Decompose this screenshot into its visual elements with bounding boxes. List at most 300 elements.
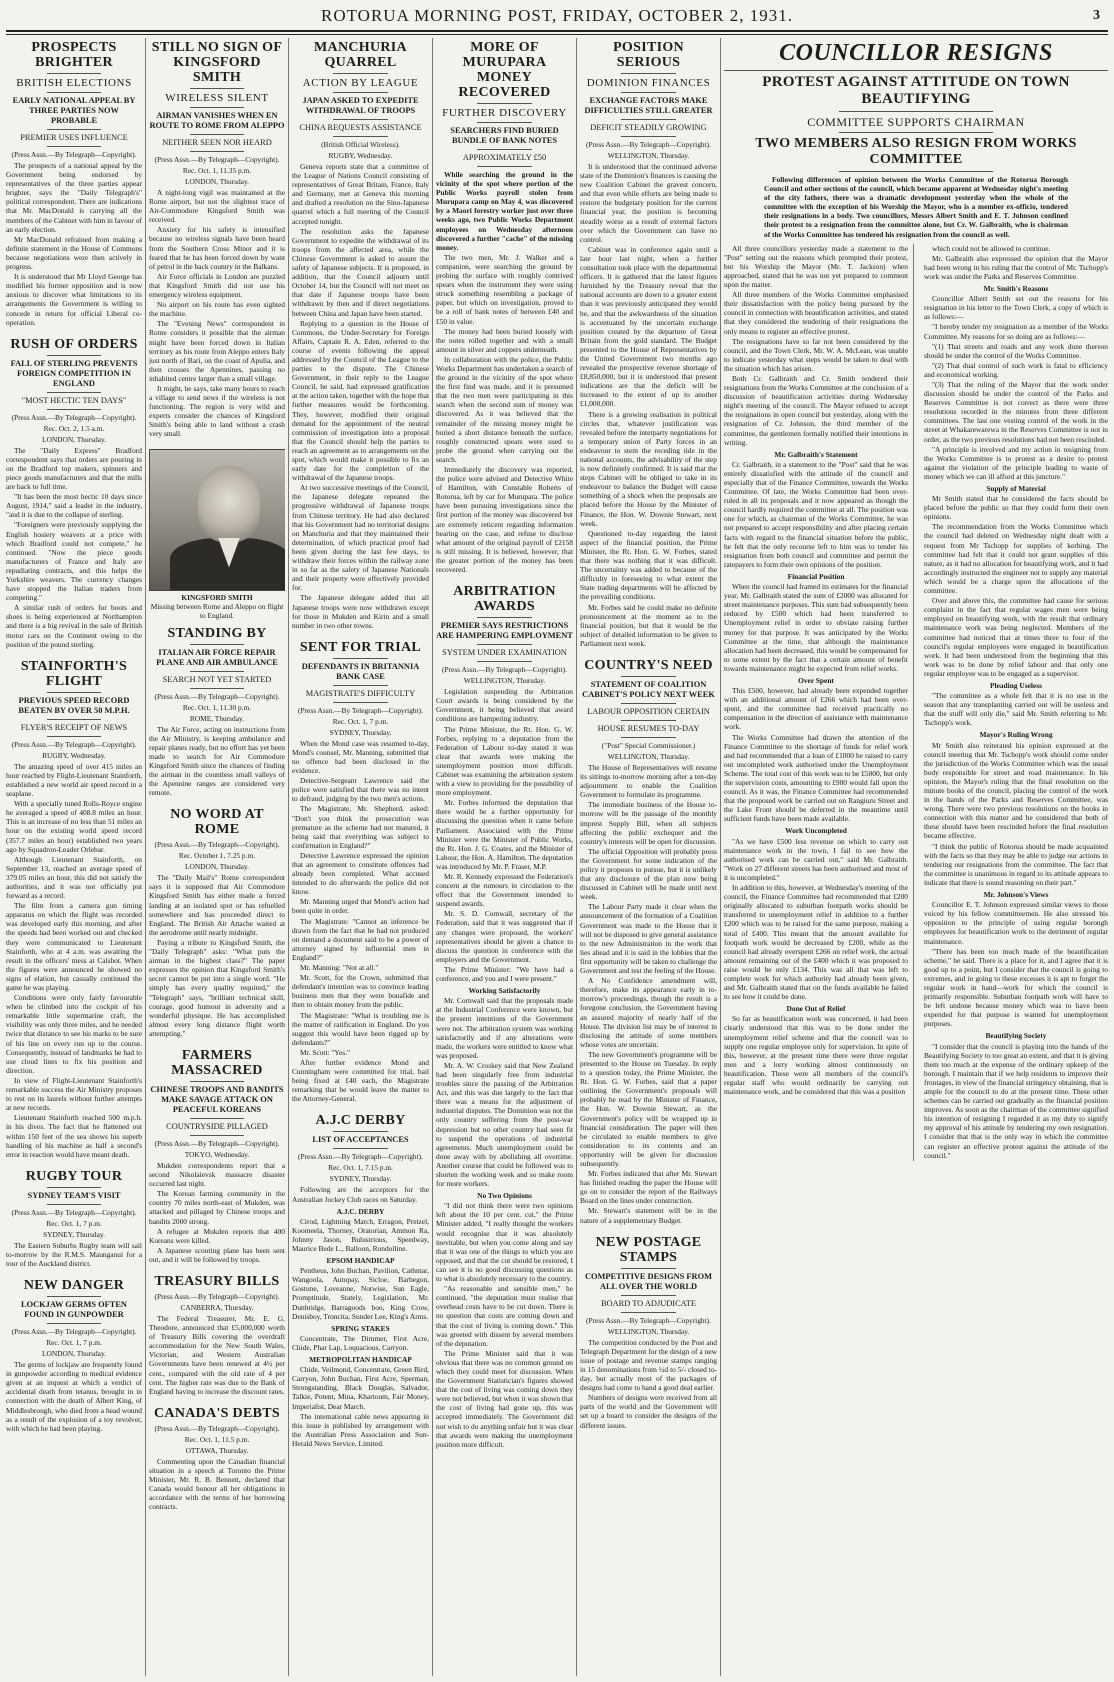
story-dateline: CANBERRA, Thursday.: [180, 1303, 254, 1312]
story-headline: CANADA'S DEBTS: [154, 1405, 280, 1421]
column-divider: [145, 38, 146, 1676]
paragraph: There is a growing realisation in political circles that, whatever justification was revealed before the interparty negotiations for a temporary union of Party forces in an endeavour to stem the receding tide in the national accounts, the advisability of the step is now definitely confirmed. It is said that the steps Cabinet will be obliged to take in its endeavour to balance the Budget will cause something of a shock when the proposals are placed before the House by the Minister of Finance, the Hon. W. Downie Stewart, next week.: [580, 409, 717, 528]
section-subhead: Done Out of Relief: [786, 1004, 846, 1014]
headline-rule: [724, 70, 1108, 71]
story-deck: CHINESE TROOPS AND BANDITS MAKE SAVAGE ATTACK ON PEACEFUL KOREANS: [150, 1084, 284, 1114]
story-dateline: SYDNEY, Thursday.: [329, 1174, 392, 1184]
column-3: [292, 38, 429, 1676]
paragraph: After further evidence Mond and Cunningham were committed for trial, bail being fixed at £40 each, the Magistrate remarking that he would leave the matter to the Attorney-General.: [292, 1057, 429, 1104]
deck-rule: [47, 736, 101, 737]
column-4: [436, 38, 573, 1676]
story-body: [149, 1314, 285, 1396]
paragraph: "It has been the most hectic 10 days since August, 1914," said a leader in the industry, "and it is due to the collapse of sterling.: [6, 492, 142, 520]
paragraph: "There has been too much made of the beautification scheme," he said. There is a place for it, and I agree that it is good up to a point, but I consider that the council is going to extremes, and in going to these excesses it is apt to forget the regular work in hand—work for which the council is primarily responsible. Suburban footpath work will have to be left undone because money which was to have been expended for that purpose is wanted for unemployment purposes.: [924, 946, 1108, 1029]
story: [292, 40, 429, 630]
story-subhead: WIRELESS SILENT: [165, 92, 269, 104]
deck-rule: [47, 1296, 101, 1297]
paragraph: The Prime Minister: "We have had a conference, and you and I were present.": [436, 964, 573, 984]
story-deck: FLYER'S RECEIPT OF NEWS: [20, 722, 128, 732]
paragraph: A No Confidence amendment will, therefore, make its appearance early in to-morrow's proceedings, though the result is a foregone conclusion, the Government having an assured majority of nearly half of the House. The division list may be of interest in disclosing the attitude of some members whose votes are uncertain.: [580, 976, 717, 1049]
story-dateline: RUGBY, Wednesday.: [328, 151, 393, 160]
masthead-title: ROTORUA MORNING POST, FRIDAY, OCTOBER 2, 1931.: [320, 6, 794, 25]
paragraph: Air Force officials in London are puzzled that Kingsford Smith did not use his emergency wireless equipment.: [149, 271, 285, 300]
story-body: [149, 873, 285, 1038]
deck-rule: [190, 134, 244, 135]
story-body: [149, 188, 285, 439]
story-body: [6, 1241, 142, 1268]
story-subhead: ACTION BY LEAGUE: [302, 77, 419, 89]
story-dateline: (Press Assn.—By Telegraph—Copyright).: [11, 1207, 137, 1217]
column-divider: [576, 38, 577, 1676]
story-headline: FARMERS MASSACRED: [171, 1047, 263, 1078]
story-dateline: WELLINGTON, Thursday.: [463, 676, 546, 686]
story-deck: LOCKJAW GERMS OFTEN FOUND IN GUNPOWDER: [21, 1300, 127, 1320]
deck-rule: [621, 1312, 676, 1313]
masthead-rule: [6, 30, 1108, 32]
story-dateline: (Press Assn.—By Telegraph—Copyright).: [154, 691, 280, 701]
story-dateline: (Press Assn.—By Telegraph—Copyright).: [154, 840, 280, 850]
paragraph: Mr. Forbes said he could make no definite pronouncement at the moment as to the financial position, but that it would be the subject of detailed information to be given to Parliament next week.: [580, 602, 717, 648]
deck-rule: [333, 92, 388, 93]
deck-rule: [621, 720, 676, 721]
paragraph: The House of Representatives will resume its sittings to-morrow morning after a ten-day adjournment to enable the Coalition Government to formulate its programme.: [580, 762, 717, 800]
paragraph: "Foreigners were previously supplying the English hosiery weavers at a price with which Bradford could not compete," he continued. "Now the piece goods manufacturers of France and Italy are repudiating contracts, and this helps the Yorkshire weavers. The currency changes have stopped the Italian traders from competing.": [6, 520, 142, 603]
story-headline: TREASURY BILLS: [154, 1274, 280, 1289]
story-dateline: WELLINGTON, Thursday.: [607, 151, 690, 160]
story: [580, 40, 717, 648]
story: [6, 1278, 142, 1433]
story-deck: NEITHER SEEN NOR HEARD: [162, 138, 272, 147]
paragraph: Lieutenant Stainforth reached 500 m.p.h. in his dives. The fact that he flattened out within 150 feet of the sea shows his superb handling of his machine as half a second's error in reaction would have meant death.: [6, 1113, 142, 1159]
deck-rule: [47, 92, 101, 93]
story-dateline: Rec. Oct. 1, 11.5 p.m.: [184, 1434, 250, 1444]
story-dateline: TOKYO, Wednesday.: [184, 1149, 250, 1159]
paragraph: Mukden correspondents report that a second Nikolaievsk massacre disaster occurred last night.: [149, 1160, 285, 1189]
paragraph: The resolution asks the Japanese Government to expedite the withdrawal of its troops from the affected area, while the Chinese Government is asked to assure the safety of Japanese subjects. It is proposed, in addition, that the Council adjourn until October 14, but the Council will not meet on that date if Japanese troops have been withdrawn by then and if direct negotiations between China and Japan have been started.: [292, 226, 429, 318]
paragraph: This £500, however, had already been expended together with an additional amount of £266 which had been over-spent, and the committee had received practically no compensation in the direction of assistance with maintenance work.: [724, 686, 908, 732]
story-headline: POSITION SERIOUS: [613, 40, 684, 70]
story-body: [580, 162, 717, 648]
column-divider: [288, 38, 289, 1676]
story-body: [580, 763, 717, 1225]
paragraph: The Magistrate: "What is troubling me is the matter of ratification in England. Do you suggest this would have been rigged up by defendants?": [292, 1010, 429, 1047]
story-dateline: (Press Assn.—By Telegraph—Copyright).: [586, 140, 711, 149]
deck-rule: [621, 119, 676, 120]
story-deck: PREMIER USES INFLUENCE: [20, 133, 128, 142]
paragraph: With a specially tuned Rolls-Royce engine he averaged a speed of 408.8 miles an hour. This is an increase of no less than 51 miles an hour on the existing world speed record (357.7 miles an hour) established two years ago by Squadron-Leader Orlebar.: [6, 799, 142, 854]
paragraph: Mr. R. Kennedy expressed the Federation's concern at the rumours in circulation to the effect that the Government intended to suspend awards.: [436, 872, 573, 909]
paragraph: "(1) That streets and roads and any work done thereon should be under the control of the Works Committee.: [924, 341, 1108, 360]
paragraph: Mr. Manning: "Not at all.": [300, 963, 379, 973]
paragraph: Over and above this, the committee had cause for serious complaint in the fact that regular wages men were being employed on beautifying work, with the result that ordinary maintenance work was being neglected. Members of the committee had noticed that at times three to four of the council's regular employees were engaged in beautification work. It had been understood from the beginning that this work was to be done by relief labour and that only one regular employee was to be engaged as a supervisor.: [924, 596, 1108, 678]
story-headline: SENT FOR TRIAL: [299, 639, 422, 655]
paragraph: Mr. Scott: "Yes.": [300, 1047, 351, 1057]
paragraph: Questioned to-day regarding the latest aspect of the financial position, the Prime Minister, the Rt. Hon. G. W. Forbes, stated that there was nothing that it was difficult. The uncertainty was added to because of the difficulty in foreseeing to what extent the State trading departments will be affected by the prevailing conditions.: [580, 528, 717, 602]
paragraph: It might, he says, take many hours to reach a village to send news if the wireless is not functioning. The region is very wild and experts consider the chances of Kingsford Smith's being able to land without a crash very small.: [149, 383, 285, 439]
photo-face-shape: [198, 466, 260, 542]
section-subhead: METROPOLITAN HANDICAP: [309, 1355, 412, 1365]
story-deck: AIRMAN VANISHES WHEN EN ROUTE TO ROME FROM ALEPPO: [149, 111, 285, 130]
paragraph: "I did not think there were two opinions left about the 10 per cent. cut," the Prime Minister added, "I really thought the workers would recognise that it was absolutely inevitable, but when you come along and say that it was one of the things to which you are opposed, and that the cut should be restored, I can see it is no good discussing questions as to what is absolutely necessary to the country.: [436, 1201, 573, 1284]
story-deck: PREMIER SAYS RESTRICTIONS ARE HAMPERING EMPLOYMENT: [436, 621, 573, 641]
section-subhead: Mayor's Ruling Wrong: [979, 730, 1053, 740]
story-deck: DEFICIT STEADILY GROWING: [590, 123, 707, 132]
paragraph: The Magistrate: "Cannot an inference be drawn from the fact that he had not produced on demand a document said to be a power of attorney signed by influential men in England?": [292, 916, 429, 962]
paragraph: When the council had framed its estimates for the financial year, Mr. Galbraith stated the sum of £2000 was allocated for street maintenance purposes. This sum had subsequently been reduced by £500 which had been transferred to Unemployment relief in order to obviate raising further money for that purpose. It was anticipated by the Works Committee at the time, that although the maintenance allocation had been decreased, this would be compensated for to some extent by the fact that a certain amount of benefit towards maintenance might be expected from relief works.: [724, 582, 908, 673]
story-headline: A.J.C DERBY: [315, 1113, 406, 1129]
section-subhead: Mr. Galbraith's Statement: [774, 449, 858, 459]
paragraph: "(3) That the ruling of the Mayor that the work under discussion should be under the control of the Parks and Reserves Committee is not correct as there were three resolutions recorded in the minutes from three different committees. The last one vesting control of the work in the street at Whakarewarewa in the Reserves Committee is not in order, as the two previous resolutions had not been rescinded.: [924, 379, 1108, 444]
paragraph: Chide, Veilmond, Concentrate, Green Bird, Carryon, John Buchan, First Acre, Sperman, Strongstanding, Black Douglas, Salvador, Talkie, Potent, Mina, Khartoum, Fair Money, Imperialist, Dear March.: [292, 1365, 429, 1411]
story-body: [580, 1338, 717, 1430]
story: [436, 584, 573, 1449]
paragraph: So far as beautification work was concerned, it had been clearly understood that this was to be done under the unemployment relief scheme and that the council was to supply one regular employee only for supervision. In spite of this, however, at the present time there were three regular men and a lorry working almost continuously on beautification. These were all members of the council's regular staff who would ordinarily be carrying out maintenance work, and he considered that this was a position: [724, 1014, 908, 1097]
story-headline: PROSPECTS BRIGHTER: [31, 40, 117, 70]
photo-caption-text: Missing between Rome and Aleppo on flight to England.: [150, 601, 284, 620]
paragraph: Cirod, Lightning March, Erragon, Pretzel, Koomeela, Thorney, Oratorian, Ammon Ra, Johnny Jason, Bulustrious, Speedway, Maurice Bede L., Balloon, Rondolline.: [292, 1216, 429, 1253]
paragraph: The Federal Treasurer, Mr. E. G. Theodore, announced that £5,000,000 worth of Treasury Bills covering the overdraft accommodation for the New South Wales, Victorian, and Western Australian Governments have been renewed at 4½ per cent., compared with the old rate of 4 per cent. The higher rate was due to the Bank of England having to increase the discount rates.: [149, 1314, 285, 1396]
photo-caption: [149, 593, 285, 620]
story-dateline: (Press Assn.—By Telegraph—Copyright).: [154, 1423, 280, 1433]
deck-rule: [47, 1204, 101, 1205]
story: [6, 337, 142, 649]
paragraph: The Japanese delegate added that all Japanese troops were now withdrawn except for those in Mukden and Kirin and a small number in two other towns.: [292, 593, 429, 630]
deck-rule: [190, 107, 244, 108]
paragraph: Both Cr. Galbraith and Cr. Smith tendered their resignations from the Works Committee at the conclusion of a discussion of beautification activities during Wednesday night's meeting of the council. The Mayor refused to accept the resignations in open council but yesterday, along with the resignation of Cr. Johnson, the third member of the committee, the gentlemen formally notified their intentions in writing.: [724, 373, 908, 447]
story-dateline: LONDON, Thursday.: [41, 434, 107, 444]
story-headline: NO WORD AT ROME: [170, 807, 264, 838]
deck-rule: [621, 676, 676, 677]
council-deck-1: PROTEST AGAINST ATTITUDE ON TOWN BEAUTIFYING: [762, 74, 1070, 107]
paragraph: Paying a tribute to Kingsford Smith, the "Daily Telegraph" asks: "What puts the airman in the highest class?" The paper expresses the opinion that Kingsford Smith's secret cannot be put into a single word. "He simply has every quality required," the "Telegraph" says, "brilliant technical skill, courage, good humour in adversity and a wonderful physique. He has accomplished almost every long distance flight worth attempting.": [149, 937, 285, 1038]
column-divider: [432, 38, 433, 1676]
deck-rule: [839, 132, 993, 133]
paragraph: A Japanese scouting plane has been sent out, and it will be followed by troops.: [149, 1245, 285, 1264]
story: [149, 1406, 285, 1512]
deck-rule: [47, 129, 101, 130]
headline-rule: [190, 88, 244, 89]
story-dateline: Rec. Oct. 1, 7 p.m.: [46, 1338, 102, 1348]
story-dateline: OTTAWA, Thursday.: [185, 1445, 249, 1455]
section-subhead: A.J.C. DERBY: [336, 1206, 385, 1216]
paragraph: The new Government's programme will be presented to the House on Tuesday. In reply to a question today, the Prime Minister, the Rt. Hon. G. W. Forbes, said that a paper outlining the Government's proposals will probably be read by the Minister of Finance, the Hon. W. Downie Stewart, as the Government's policy will be wrapped up in financial consideration. The paper will then be circulated to enable members to give consideration to its contents and an opportunity will be given for discussion subsequently.: [580, 1049, 717, 1168]
story-dateline: (Press Assn.—By Telegraph—Copyright).: [11, 1327, 137, 1337]
story-body: [149, 1457, 285, 1512]
paragraph: Although Lieutenant Stainforth, on September 13, reached an average speed of 379.05 miles an hour, this did not satisfy the authorities, and it was not officially put forward as a record.: [6, 854, 142, 901]
council-lead-paragraph: Following differences of opinion between the Works Committee of the Rotorua Borough Council and other sections of the council, which became apparent at Wednesday night's meeting of the city fathers, there was a dramatic development yesterday when the whole of the committee with the exception of his Worship the Mayor, who is a member ex-officio, tendered their resignations in a body. Two councillors, Messrs Albert Smith and E. T. Johnson confined their protest to a resignation from the committee alone, but Cr. W. Galbraith, who is chairman of the Works Committee has tendered his resignation from the council as well.: [764, 175, 1068, 239]
deck-rule: [47, 146, 101, 147]
column-1: [6, 38, 142, 1676]
section-subhead: Financial Position: [787, 571, 845, 581]
paragraph: The international cable news appearing in this issue is published by arrangement with the Australian Press Association and Sun-Herald News Service, Limited.: [292, 1411, 429, 1448]
story: [149, 1048, 285, 1264]
paragraph: Mr. Cornwall said that the proposals made at the Industrial Conference were known, but the present intentions of the Government were not. The arbitration system was working satisfactorily and if any alterations were made, the workers were entitled to know what was proposed.: [436, 996, 573, 1060]
story-dateline: (Press Assn.—By Telegraph—Copyright).: [442, 665, 567, 675]
story-headline: NEW POSTAGE STAMPS: [595, 1234, 702, 1265]
story-deck: FALL OF STERLING PREVENTS FOREIGN COMPETITION IN ENGLAND: [10, 358, 138, 388]
paragraph: "The committee as a whole felt that it is no use in the season that any transplanting carried out will be useless and that the stuff will only die," said Mr. Smith referring to Mr. Tschopp's work.: [924, 691, 1108, 728]
paragraph: The Labour Party made it clear when the announcement of the formation of a Coalition Government was made to the House that it will not be disposed to give general assistance to the new Administration in the work that lies ahead and it is said in the lobbies that the first opportunity will be taken to challenge the Government and test the feeling of the House.: [580, 902, 717, 976]
paragraph: The "Evening News" correspondent in Rome considers it possible that the airman might have been forced down in Italian territory as his route from Aleppo enters Italy just north of Bari, on the coast of Apulia, and then crosses the Apennines, passing no inhabited centre larger than a small village.: [149, 319, 285, 383]
paragraph: Mr MacDonald refrained from making a definite statement in the House of Commons because negotiations were then actively in progress.: [6, 234, 142, 272]
story: [149, 626, 285, 798]
story-deck: JAPAN ASKED TO EXPEDITE WITHDRAWAL OF TROOPS: [302, 96, 419, 115]
story-dateline: (Press Assn.—By Telegraph—Copyright).: [154, 1292, 280, 1301]
story-subhead: BRITISH ELECTIONS: [16, 77, 132, 89]
paragraph: The competition conducted by the Post and Telegraph Department for the design of a new issue of postage and revenue stamps ranging in 15 denominations from ½d to 5/- closed to-day, but actually most of the packages of designs had come to hand a good deal earlier.: [580, 1337, 717, 1393]
paragraph: Concentrate, The Dimmer, First Acre, Chide, Phar Lap, Loquacious, Carryon.: [292, 1333, 429, 1352]
council-story: [724, 38, 1108, 1676]
story-dateline: (Press Assn.—By Telegraph—Copyright).: [298, 705, 423, 715]
deck-rule: [47, 692, 101, 693]
paragraph: In addition to this, however, at Wednesday's meeting of the council, the Finance Committee had recommended that £200 originally allocated to suburban footpath works should be transferred to unemployment relief in addition to a further £200 which was to be raised for the same purpose, making a total of £400. This meant that the amount available for footpath work would be decreased by £200, while as the council had already overspent £266 on relief work, the actual amount remaining out of the £400 which it was proposed to raise would be only £134. This was all that was left to complete work for which authority had already been given, and Mr. Galbraith stated that on the funds available he failed to see how it could be done.: [724, 883, 908, 1002]
council-right-column: [924, 244, 1108, 1161]
paragraph: The Prime Minister said that it was obvious that there was no common ground on which they could meet for discussion. When the Government Statistician's figures showed that the cost of living was coming down they were not believed, but when it was shown that the cost of living had gone up, this was accepted immediately. The Government did not wish to do anything unfair but it was clear that awards were making the unemployment position more difficult.: [436, 1348, 573, 1449]
story-dateline: WELLINGTON, Thursday.: [607, 1326, 690, 1336]
story-headline: MANCHURIA QUARREL: [314, 40, 407, 70]
column-divider: [720, 38, 721, 1676]
story-subhead: DOMINION FINANCES: [586, 77, 711, 89]
paragraph: Mr. Manning urged that Mond's action had been quite in order.: [292, 897, 429, 916]
paragraph: The immediate business of the House to-morrow will be the passage of the monthly imprest Supply Bill, when all subjects affecting the public exchequer and the country's interests will be open for discussion.: [580, 800, 717, 846]
paragraph: "A principle is involved and my action in resigning from the Works Committee is to protest as a desire to protest against the violation of the principle leading to waste of money which we can ill afford at this juncture.": [924, 444, 1108, 481]
paragraph: Cabinet was in conference again until a late hour last night, when a further consultation took place with the departmental officers. It is gathered that the latest figures furnished by the Treasury reveal that the national accounts are down to a greater extent than it was previously anticipated they would be, and that the awkwardness of the situation is accentuated by the uncertain exchange position created by the departure of Great Britain from the gold standard. The Budget presented to the House of Representatives by the United Government two months ago revealed the prospective revenue shortage of £8,850,000, but it is understood that present indications are that the deficit will be increased to the extent of up to another £1,000,000.: [580, 244, 717, 409]
paragraph: Councillor Albert Smith set out the reasons for his resignation in his letter to the Town Clerk, a copy of which is as follows:—: [924, 294, 1108, 322]
council-deck-2: COMMITTEE SUPPORTS CHAIRMAN: [807, 115, 1025, 129]
deck-rule: [47, 1323, 101, 1324]
story-headline: RUGBY TOUR: [25, 1168, 123, 1184]
story-dateline: Rec. Oct. 1, 7.15 p.m.: [328, 1163, 393, 1173]
deck-rule: [477, 149, 532, 150]
paragraph: The Korean farming community in the country 70 miles north-east of Mukden, was attacked and pillaged by Chinese troops and bandits 2000 strong.: [149, 1189, 285, 1226]
kingsford-smith-photo: [149, 449, 285, 591]
masthead-rule-thin: [6, 34, 1108, 35]
story-deck: SYSTEM UNDER EXAMINATION: [442, 648, 567, 658]
story-deck: CHINA REQUESTS ASSISTANCE: [299, 123, 422, 132]
deck-rule: [333, 702, 388, 703]
story-deck: EARLY NATIONAL APPEAL BY THREE PARTIES NOW PROBABLE: [12, 96, 136, 125]
paragraph: Cr. Galbraith, in a statement to the "Post" said that he was entirely dissatisfied with the attitude of the council and especially that of the Finance Committee, towards the Works Committee. Of late, the Works Committee had been over-ruled in all its proposals and it now appeared as though the council hardly required the committee at all. The position was one for which, as chairman of the Works Committee, he was not prepared to accept responsibility and after placing certain facts with regard to the financial situation before the public, he felt that the only recourse left to him was to tender his resignation from both council and committee and permit the ratepayers to form their own opinions of the position.: [724, 459, 908, 569]
paragraph: The resignations have so far not been considered by the council, and the Town Clerk, Mr. W. A. McLean, was unable to indicate yesterday what steps would be taken to deal with the situation which has arisen.: [724, 336, 908, 373]
headline-rule: [477, 103, 532, 104]
section-subhead: Over Spent: [798, 675, 834, 685]
deck-rule: [333, 1131, 388, 1132]
story-body: [6, 446, 142, 649]
story-dateline: LONDON, Thursday.: [184, 862, 250, 872]
story-deck: LABOUR OPPOSITION CERTAIN: [587, 706, 710, 716]
story-deck: HOUSE RESUMES TO-DAY: [597, 723, 700, 733]
paragraph: Pentheus, John Buchan, Pavilion, Cathmar, Wangoola, Autopay, Sicloe, Barbegon, Gostune, Loveanne, Notwise, Sun Eagle, Promptitude, Stately, Legislation, Mr. Dunbridge, Barragoods boo, King Crow, Denisboy, Troncita, Sunder Lee, King's Arms.: [292, 1266, 429, 1321]
story-dateline: Rec. Oct. 1, 7 p.m.: [46, 1218, 102, 1228]
story: [292, 640, 429, 1104]
deck-rule: [47, 355, 101, 356]
paragraph: Replying to a question in the House of Commons, the Under-Secretary for Foreign Affairs, Captain R. A. Eden, referred to the course of events following the appeal addressed by the Council of the League to the parties to the dispute. The Chinese Government, in their reply to the League Council, he said, had expressed gratification at the action taken, together with the hope that further measures would be forthcoming. They, however, modified their original demand for the appointment of the neutral commission of investigation into a proposal that the Council should help the parties to reach an agreement as to arrangements on the spot, which would make it possible to fix an early date for the completion of the withdrawal of the Japanese troops.: [292, 318, 429, 483]
council-columns: [724, 244, 1108, 1161]
paragraph: The official Opposition will probably press the Government for some indication of the policy it proposes to pursue, but it is unlikely that any disclosure of the plan now being discussed in Cabinet will be made until next week.: [580, 846, 717, 902]
story-dateline: (Press Assn.—By Telegraph—Copyright).: [11, 739, 137, 749]
story-headline: STILL NO SIGN OF KINGSFORD SMITH: [151, 40, 283, 85]
paragraph: In collaboration with the police, the Public Works Department has undertaken a search of the ground in the vicinity of the spot where the first find was made, and it is presumed that the two men were participating in this search when the second sum of money was discovered. As it was believed that the remainder of the missing money might be buried a short distance beneath the surface, roughly constructed spears were used to probe the ground when carrying out the search.: [436, 354, 573, 464]
headline-rule: [47, 73, 101, 74]
deck-rule: [621, 136, 676, 137]
story-deck: "MOST HECTIC TEN DAYS": [21, 395, 127, 405]
paragraph: The Air Force, acting on instructions from the Air Ministry, is keeping ambulance and repair planes ready, but no effort has yet been made to search for Air Commodore Kingsford Smith since the chances of finding the airman in the countless small valleys of the Apennine ranges are considered very remote.: [149, 724, 285, 798]
paragraph: The "Daily Mail's" Rome correspondent says it is supposed that Air Commodore Kingsford Smith has either made a forced landing at an isolated spot or has refuelled somewhere and has proceeded direct to England. The British Air Attache waited at the aerodrome until nearly midnight.: [149, 873, 285, 937]
headline-rule: [333, 73, 388, 74]
deck-rule: [839, 171, 993, 172]
deck-rule: [190, 644, 244, 645]
story-body: [292, 1185, 429, 1448]
story-body: [436, 170, 573, 574]
story-deck: STATEMENT OF COALITION CABINET'S POLICY NEXT WEEK: [582, 679, 715, 699]
paragraph: In view of Flight-Lieutenant Stainforth's remarkable success the Air Ministry proposes to rest on its laurels without further attempts at new records.: [6, 1075, 142, 1113]
paragraph: "(2) That dual control of such work is fatal to efficiency and economical working.: [924, 360, 1108, 379]
paragraph: Anxiety for his safety is intensified because no wireless signals have been heard from the Southern Cross Minor and it is feared that he has been forced down by want of petrol in the back country in the Balkans.: [149, 225, 285, 271]
story: [149, 807, 285, 1038]
paragraph: The Magistrate, Mr. Shepherd, asked: "Don't you think the prosecution was premature as the scheme had not matured, it being said that everything was subject to confirmation in England?": [292, 804, 429, 850]
paragraph: The "Daily Express" Bradford correspondent says that orders are pouring in on the Bradford top makers, spinners and piece goods manufacturers and that the mills are back to full time.: [6, 445, 142, 492]
section-subhead: Pleading Useless: [990, 680, 1042, 690]
story-dateline: (Press Assn.—By Telegraph—Copyright).: [11, 150, 137, 159]
story-body: [149, 725, 285, 798]
deck-rule: [477, 122, 532, 123]
story-deck: SEARCH NOT YET STARTED: [162, 674, 272, 684]
story: [436, 40, 573, 574]
paragraph: Mr. Scott, for the Crown, submitted that defendant's intention was to convince leading business men that they were bonafide and then to obtain money from the public.: [292, 973, 429, 1010]
paragraph: Commenting upon the Canadian financial situation in a speech at Toronto the Prime Minister, Mr. R. B. Bennett, declared that Canada would honour all her obligations in accordance with the terms of her borrowing contracts.: [149, 1456, 285, 1512]
story: [149, 1274, 285, 1396]
paragraph: All three councillors yesterday made a statement to the "Post" setting out the reasons which prompted their protest, but his Worship the Mayor (Mr. T. Jackson) when approached, stated that he was not yet prepared to comment upon the matter.: [724, 243, 908, 290]
story-dateline: ("Post" Special Commissioner.): [601, 740, 696, 750]
paragraph: A refugee at Mukden reports that 400 Koreans were killed.: [149, 1226, 285, 1245]
story-deck: COMPETITIVE DESIGNS FROM ALL OVER THE WORLD: [584, 1271, 713, 1291]
deck-rule: [839, 111, 993, 112]
paragraph: which could not be allowed to continue.: [932, 243, 1051, 253]
section-subhead: Working Satisfactorily: [468, 986, 541, 996]
story-deck: SYDNEY TEAM'S VISIT: [27, 1190, 121, 1200]
story-deck: MAGISTRATE'S DIFFICULTY: [305, 688, 416, 698]
deck-rule: [477, 661, 532, 662]
paragraph: The Prime Minister, the Rt. Hon. G. W. Forbes, replying to a deputation from the Federation of Labour to-day stated it was clear that awards were making the unemployment position more difficult. Cabinet was examining the arbitration system with a view to providing for the possibility of more employment.: [436, 724, 573, 798]
paragraph: While searching the ground in the vicinity of the spot where portion of the Public Works payroll stolen from Murupara camp on May 4, was discovered by a Maori forestry worker just over three weeks ago, two Public Works Department employees on Wednesday afternoon discovered a further "cache" of the missing money.: [436, 170, 573, 252]
deck-rule: [621, 92, 676, 93]
paragraph: Councillor E. T. Johnson expressed similar views to those voiced by his fellow committeemen. He also stressed his opposition to the principle of using regular borough employees for beautification work to the detriment of regular maintenance.: [924, 900, 1108, 946]
story-body: [292, 739, 429, 1104]
paragraph: Mr. Forbes indicated that after Mr. Stewart has finished reading the paper the House will go on to consider the report of the Railways Board on the lines under construction.: [580, 1169, 717, 1206]
story-dateline: WELLINGTON, Thursday.: [607, 751, 690, 761]
story-dateline: Rec. October 1, 7.25 p.m.: [178, 851, 256, 861]
deck-rule: [333, 658, 388, 659]
story-body: [149, 1161, 285, 1264]
story-headline: MORE OF MURUPARA MONEY RECOVERED: [458, 40, 551, 100]
paragraph: No airport on his route has even sighted the machine.: [149, 300, 285, 319]
paragraph: The money had been buried loosely with the notes rolled together and with a small amount in silver and coppers underneath.: [436, 326, 573, 354]
story-deck: SEARCHERS FIND BURIED BUNDLE OF BANK NOTES: [450, 126, 559, 145]
story: [6, 1169, 142, 1268]
deck-rule: [333, 136, 388, 137]
column-5: [580, 38, 717, 1676]
story-deck: COUNTRYSIDE PILLAGED: [166, 1121, 268, 1131]
paragraph: The germs of lockjaw are frequently found in gunpowder according to medical evidence given at an inquest at which a verdict of accidental death from tetanus, brought in in connection with the death of Albert King, of Middlesbrough, who died from a head wound as a result of the explosion of a toy revolver, with which he had been playing.: [6, 1360, 142, 1433]
deck-rule: [477, 644, 532, 645]
paragraph: The prospects of a national appeal by the Government being endorsed by representatives of the three parties appear brighter, says the "Daily Telegraph's" political correspondent. There are indications that Mr. MacDonald is carrying all the members of the Cabinet with him in favour of an early election.: [6, 161, 142, 234]
photo-caption-name: KINGSFORD SMITH: [181, 592, 253, 602]
paragraph: "As we have £500 less revenue on which to carry out maintenance work in the town, I fail to see how the authorised work can be carried out," said Mr. Galbraith. "Work on 27 different streets has been authorised and most of it is uncompleted.": [724, 836, 908, 882]
paragraph: The Eastern Suburbs Rugby team will sail to-morrow by the R.M.S. Maunganui for a tour of the Auckland district.: [6, 1240, 142, 1268]
paragraph: "I think the public of Rotorua should be made acquainted with the facts so that they may be able to judge our actions in tendering our resignations from the committee. The fact that the committee is unanimous in regard to its attitude appears to indicate that there is sound reasoning on their part.": [924, 841, 1108, 887]
paragraph: "As reasonable and sensible men," he continued, "the deputation must realise that overhead costs have to be cut down. There is no question that costs are coming down and that the cost of living is coming down." This was greeted with dissent by several members of the deputation.: [436, 1284, 573, 1348]
section-subhead: Mr. Smith's Reasons: [983, 284, 1049, 294]
headline-rule: [621, 73, 676, 74]
story-body: [6, 161, 142, 327]
story-dateline: LONDON, Thursday.: [184, 177, 250, 186]
paragraph: The Works Committee had drawn the attention of the Finance Committee to the shortage of funds for relief work and had recommended that a loan of £1000 be raised to carry out uncompleted work authorised under the Unemployment Scheme. The total cost of this work was to be £5000, but only the supervision costs, amounting to £900 would fall upon the council. As it was, the Finance Committee had recommended that the proposed work be carried out on Rangiuru Street and the Lake Front should be deferred in the meantime until sufficient funds have been made available.: [724, 732, 908, 824]
story-deck: PREVIOUS SPEED RECORD BEATEN BY OVER 50 M.P.H.: [18, 695, 130, 715]
story-deck: LIST OF ACCEPTANCES: [312, 1135, 409, 1145]
section-subhead: EPSOM HANDICAP: [326, 1256, 395, 1266]
deck-rule: [190, 688, 244, 689]
paragraph: At two successive meetings of the Council, the Japanese delegate repeated the progressive withdrawal of Japanese troops from Chinese territory. He had also declared that his Government had no territorial designs on Manchuria and that they maintained their determination, of which practical proof had been given during the last few days, to withdraw their forces within the railway zone in so far as the safety of Japanese Nationals and their property were effectively provided for.: [292, 483, 429, 593]
story-body: [6, 1360, 142, 1433]
paragraph: It is understood that Mr Lloyd George has modified his former opposition and is now anxious to discover what limitations to its arrangements the Government is willing to concede in return for official Liberal co-operation.: [6, 272, 142, 327]
section-subhead: Beautifying Society: [985, 1031, 1047, 1041]
story-dateline: Rec. Oct. 1, 11.35 p.m.: [182, 166, 252, 175]
deck-rule: [190, 671, 244, 672]
story-dateline: Rec. Oct. 1, 7 p.m.: [332, 716, 389, 726]
deck-rule: [621, 1295, 676, 1296]
deck-rule: [477, 166, 532, 167]
story-dateline: SYDNEY, Thursday.: [43, 1229, 105, 1239]
story-deck: EXCHANGE FACTORS MAKE DIFFICULTIES STILL GREATER: [584, 96, 713, 115]
story-headline: ARBITRATION AWARDS: [453, 584, 556, 615]
paragraph: All three members of the Works Committee emphasised their dissatisfaction with the policy being pursued by the council in connection with beautification activities, and stated that they considered the tendering of their resignations the only means to register an effective protest.: [724, 290, 908, 336]
story-dateline: (Press Assn.—By Telegraph—Copyright).: [586, 1315, 711, 1325]
paragraph: "I hereby tender my resignation as a member of the Works Committee. My reasons for so doing are as follows:—: [924, 322, 1108, 341]
deck-rule: [621, 703, 676, 704]
story-dateline: (Press Assn.—By Telegraph—Copyright).: [11, 412, 137, 422]
paragraph: Mr Smith stated that he considered the facts should be placed before the public so that they could form their own opinions.: [924, 494, 1108, 522]
paragraph: Mr Smith also reiterated his opinion expressed at the council meeting that Mr. Tschopp's work should come under the jurisdiction of the Works Committee which was the usual body responsible for street and road maintenance. In his opinion, the Mayor's ruling that the final resolution on the minute books of the council, placing the control of the work in the hands of the Parks and Reserves Committee, was wrong. There were two previous resolutions on the books in connection with this matter and he considered that both of these should have been rescinded before the final resolution became effective.: [924, 740, 1108, 841]
paragraph: Detective-Sergeant Lawrence said the police were satisfied that there was no intent to defraud, judging by the two men's actions.: [292, 776, 429, 804]
story-dateline: LONDON, Thursday.: [41, 1349, 107, 1359]
paragraph: Mr. A. W. Croskey said that New Zealand had been singularly free from industrial troubles since the passing of the Arbitration Act, and this was due largely to the fact that there was a means for the adjustment of industrial disputes. The Dominion was not the only country suffering from the post-war depression but no other country had seen fit to suspend the operations of industrial agreements. Much unemployment could be done away with by abolishing all overtime. Another course that could be followed was to shorten the working week and so make room for more workers.: [436, 1060, 573, 1189]
paragraph: The two men, Mr. J. Walker and a companion, were searching the ground by probing the surface with roughly contrived spears when the instrument they were using struck something resembling a package of paper, but which on investigation, proved to be a roll of bank notes of between £40 and £50 in value.: [436, 252, 573, 326]
story-dateline: (Press Assn.—By Telegraph—Copyright).: [154, 1138, 280, 1148]
story-dateline: Rec. Oct. 1, 11.30 p.m.: [182, 702, 252, 712]
paragraph: When the Mond case was resumed to-day, Mond's counsel, Mr. Manning, submitted that no offence had been disclosed in the evidence.: [292, 738, 429, 776]
deck-rule: [190, 1135, 244, 1136]
paragraph: The amazing speed of over 415 miles an hour reached by Flight-Lieutenant Stainforth, established a new world air speed record in a seaplane.: [6, 761, 142, 799]
story-headline: NEW DANGER: [23, 1278, 125, 1294]
paragraph: Legislation suspending the Arbitration Court awards is being considered by the Government, it being believed that award conditions are hampering industry.: [436, 687, 573, 724]
story-body: [436, 687, 573, 1449]
deck-rule: [47, 719, 101, 720]
deck-rule: [333, 1148, 388, 1149]
section-subhead: Work Uncompleted: [785, 826, 847, 836]
story-dateline: (Press Assn.—By Telegraph—Copyright).: [298, 1152, 423, 1162]
story-dateline: ROME, Thursday.: [189, 713, 245, 723]
deck-rule: [190, 1118, 244, 1119]
story: [292, 1113, 429, 1448]
story: [149, 40, 285, 439]
paragraph: It is understood that the continued adverse state of the Dominion's finances is causing the new Coalition Cabinet the gravest concern, and that even while efforts are being made to restore the budgetary position for the current financial year, the position is becoming steadily worse as a result of external factors over which the Government can have no control.: [580, 162, 717, 244]
story: [6, 659, 142, 1159]
story-deck: ITALIAN AIR FORCE REPAIR PLANE AND AIR AMBULANCE: [156, 647, 278, 667]
paragraph: Geneva reports state that a committee of the League of Nations Council consisting of representatives of Great Britain, France, Italy and Germany, met at Geneva this morning and drafted a resolution on the Sino-Japanese quarrel which a full meeting of the Council accepted tonight.: [292, 162, 429, 226]
deck-rule: [47, 409, 101, 410]
section-subhead: SPRING STAKES: [331, 1323, 390, 1333]
story-dateline: SYDNEY, Thursday.: [329, 727, 392, 737]
